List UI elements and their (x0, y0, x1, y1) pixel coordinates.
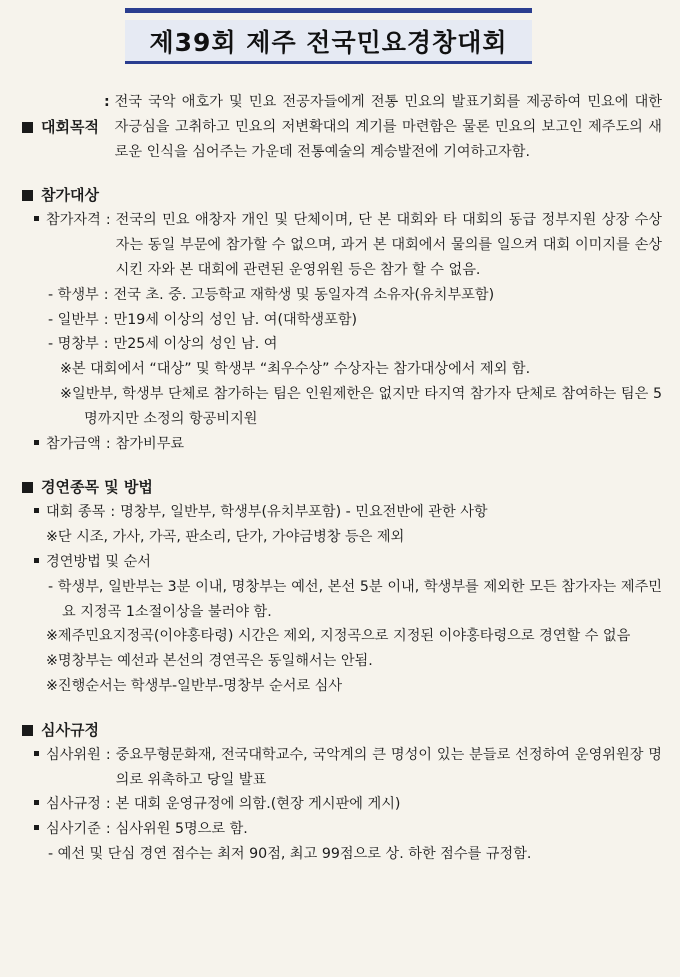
student-division-row: - 학생부 : 전국 초. 중. 고등학교 재학생 및 동일자격 소유자(유치부포함) (48, 286, 495, 303)
section-purpose: 대회목적 : 전국 국악 애호가 및 민요 전공자들에게 전통 민요의 발표기회를 제공하여 민요에 대한 자긍심을 고취하고 민요의 저변확대의 계기를 마련함은 물론 민요의 보고인 제주도의 새로운 인식을 심어주는 가운데 전통예술의 계승발전에 기여하고자함. (22, 90, 662, 164)
method-text-row: - 학생부, 일반부는 3분 이내, 명창부는 예선, 본선 5분 이내, 학생부를 제외한 모든 참가자는 제주민요 지정곡 1소절이상을 불러야 함. (48, 578, 662, 620)
small-bullet-icon (34, 825, 39, 830)
eligibility-note-1: ※본 대회에서 “대상” 및 학생부 “최우수상” 수상자는 참가대상에서 제외 함. (60, 361, 531, 378)
method-note-3: ※진행순서는 학생부-일반부-명창부 순서로 심사 (46, 677, 343, 694)
small-bullet-icon (34, 440, 39, 445)
purpose-text: 전국 국악 애호가 및 민요 전공자들에게 전통 민요의 발표기회를 제공하여 민요에 대한 자긍심을 고취하고 민요의 저변확대의 계기를 마련함은 물론 민요의 보고인 제주도의 새로운 인식을 심어주는 가운데 전통예술의 계승발전에 기여하고자함. (114, 94, 662, 160)
square-bullet-icon (22, 190, 33, 201)
category-note: ※단 시조, 가사, 가곡, 판소리, 단가, 가야금병창 등은 제외 (46, 529, 405, 546)
title-top-rule (125, 8, 532, 13)
page-title: 제39회 제주 전국민요경창대회 (149, 27, 508, 57)
square-bullet-icon (22, 482, 33, 493)
eligibility-note-2: ※일반부, 학생부 단체로 참가하는 팀은 인원제한은 없지만 타지역 참가자 단체로 참여하는 팀은 5명까지만 소정의 항공비지원 (60, 385, 662, 427)
qualification-text: 전국의 민요 애창자 개인 및 단체이며, 단 본 대회와 타 대회의 동급 정부지원 상장 수상자는 동일 부문에 참가할 수 없으며, 과거 본 대회에서 물의를 일으켜 대회 이미지를 손상시킨 자와 본 대회에 관련된 운영위원 등은 참가 할 수 없음. (115, 212, 662, 278)
method-note-2: ※명창부는 예선과 본선의 경연곡은 동일해서는 안됨. (46, 653, 373, 670)
title-banner (125, 8, 532, 70)
section-eligibility (22, 183, 662, 456)
small-bullet-icon (34, 558, 39, 563)
master-division-row: - 명창부 : 만25세 이상의 성인 남. 여 (48, 336, 278, 353)
qualification-row: 참가자격 : 전국의 민요 애창자 개인 및 단체이며, 단 본 대회와 타 대회의 동급 정부지원 상장 수상자는 동일 부문에 참가할 수 없으며, 과거 본 대회에서 물의를 일으켜 대회 이미지를 손상시킨 자와 본 대회에 관련된 운영위원 등은 참가 할 수 없음. (22, 208, 662, 282)
score-row: - 예선 및 단심 경연 점수는 최저 90점, 최고 99점으로 상. 하한 점수를 규정함. (48, 845, 532, 862)
judges-row: 심사위원 : 중요무형문화재, 전국대학교수, 국악계의 큰 명성이 있는 분들로 선정하여 운영위원장 명의로 위촉하고 당일 발표 (22, 743, 662, 793)
small-bullet-icon (34, 751, 39, 756)
section-events-heading: 경연종목 및 방법 (22, 475, 662, 500)
title-box (125, 20, 532, 64)
small-bullet-icon (34, 216, 39, 221)
square-bullet-icon (22, 725, 33, 736)
method-row: 경연방법 및 순서 (22, 550, 662, 575)
section-judging (22, 718, 662, 867)
section-events (22, 475, 662, 698)
category-row: 대회 종목 : 명창부, 일반부, 학생부(유치부포함) - 민요전반에 관한 사항 (22, 500, 662, 525)
rules-row: 심사규정 : 본 대회 운영규정에 의함.(현장 게시판에 게시) (22, 792, 662, 817)
fee-row: 참가금액 : 참가비무료 (22, 432, 662, 457)
section-eligibility-heading: 참가대상 (22, 183, 662, 208)
criteria-row: 심사기준 : 심사위원 5명으로 함. (22, 817, 662, 842)
section-judging-heading: 심사규정 (22, 718, 662, 743)
small-bullet-icon (34, 800, 39, 805)
document-body (22, 90, 662, 886)
square-bullet-icon (22, 122, 33, 133)
section-purpose-heading: 대회목적 (22, 90, 99, 164)
method-note-1: ※제주민요지정곡(이야홍타령) 시간은 제외, 지정곡으로 지정된 이야홍타령으로 경연할 수 없음 (46, 628, 631, 645)
small-bullet-icon (34, 508, 39, 513)
general-division-row: - 일반부 : 만19세 이상의 성인 남. 여(대학생포함) (48, 311, 358, 328)
